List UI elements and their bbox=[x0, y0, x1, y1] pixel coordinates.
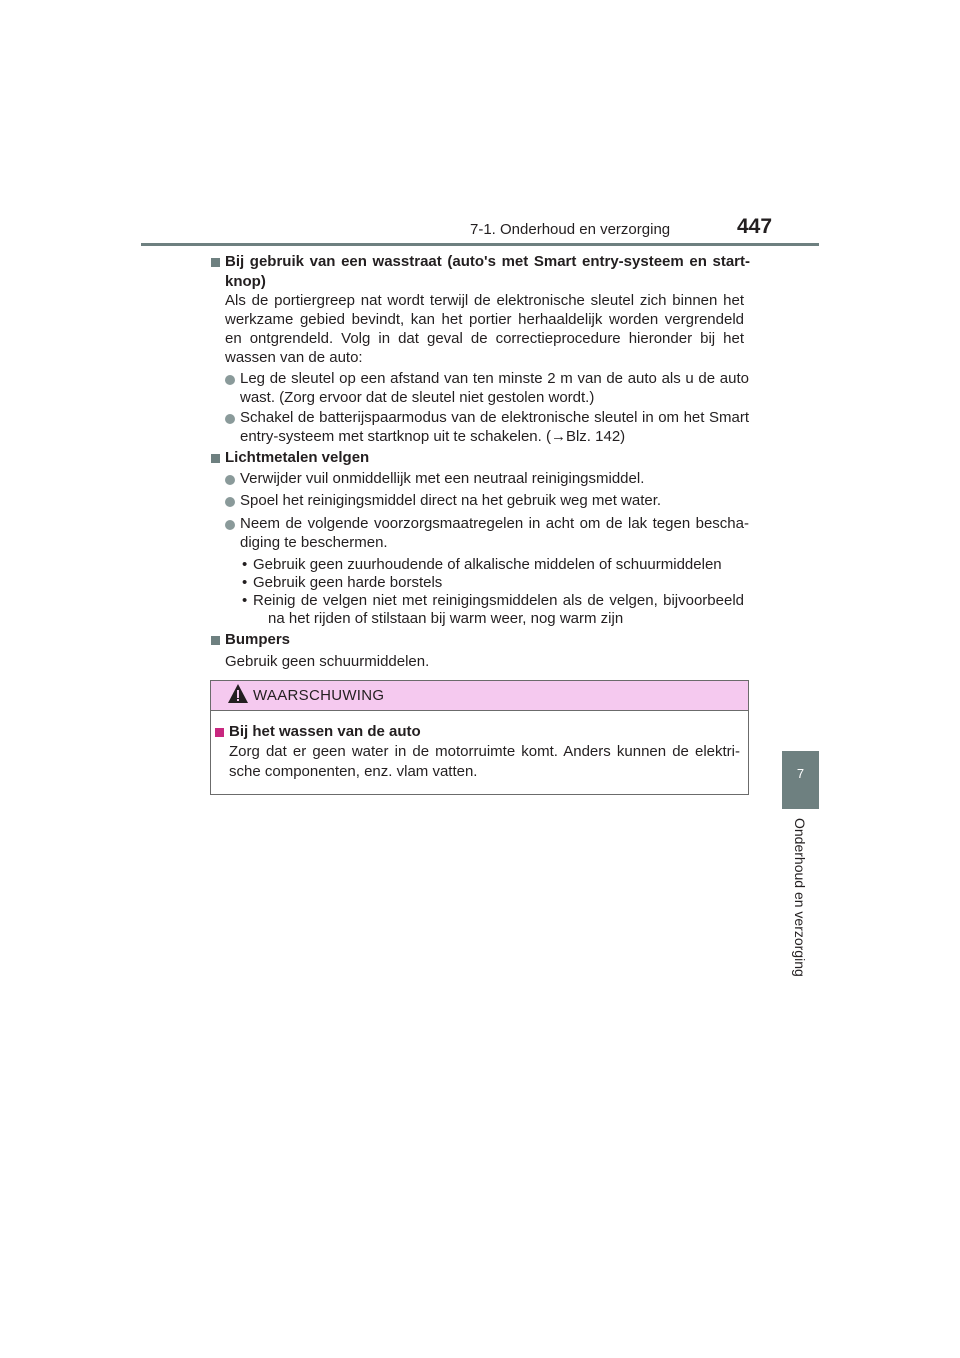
section-square-icon bbox=[211, 454, 220, 463]
section-heading-wasstraat-cont: knop) bbox=[225, 273, 266, 290]
sub-bullet-mark: • bbox=[242, 574, 248, 591]
warning-square-icon bbox=[215, 728, 224, 737]
bullet-line: entry-systeem met startknop uit te schakelen. (→Blz. 142) bbox=[240, 428, 626, 445]
sub-bullet-line: Gebruik geen harde borstels bbox=[253, 574, 443, 591]
warning-title: WAARSCHUWING bbox=[253, 687, 385, 704]
bullet-dot-icon bbox=[225, 497, 235, 507]
section-square-icon bbox=[211, 258, 220, 267]
sub-bullet-mark: • bbox=[242, 556, 248, 573]
bullet-dot-icon bbox=[225, 414, 235, 424]
header-rule bbox=[141, 243, 819, 246]
bullet-line: Spoel het reinigingsmiddel direct na het gebruik weg met water. bbox=[240, 492, 662, 509]
paragraph-line: Gebruik geen schuurmiddelen. bbox=[225, 653, 430, 670]
chapter-tab-number: 7 bbox=[796, 766, 805, 781]
bullet-dot-icon bbox=[225, 475, 235, 485]
bullet-line: Leg de sleutel op een afstand van ten minste 2 m van de auto als u de auto bbox=[240, 370, 749, 387]
sub-bullet-line: na het rijden of stilstaan bij warm weer, nog warm zijn bbox=[268, 610, 624, 627]
paragraph-line: Als de portiergreep nat wordt terwijl de elektronische sleutel zich binnen het bbox=[225, 292, 744, 309]
chapter-tab-label: Onderhoud en verzorging bbox=[792, 818, 808, 977]
paragraph-line: en ontgrendeld. Volg in dat geval de correctieprocedure hieronder bij het bbox=[225, 330, 744, 347]
running-header-section: 7-1. Onderhoud en verzorging bbox=[470, 221, 671, 238]
paragraph-line: werkzame gebied bevindt, kan het portier herhaaldelijk worden vergrendeld bbox=[225, 311, 744, 328]
warning-triangle-icon bbox=[227, 683, 249, 705]
section-heading-velgen: Lichtmetalen velgen bbox=[225, 449, 370, 466]
section-square-icon bbox=[211, 636, 220, 645]
page-number: 447 bbox=[737, 215, 773, 238]
bullet-dot-icon bbox=[225, 520, 235, 530]
bullet-line: Verwijder vuil onmiddellijk met een neutraal reinigingsmiddel. bbox=[240, 470, 645, 487]
sub-bullet-line: Gebruik geen zuurhoudende of alkalische middelen of schuurmiddelen bbox=[253, 556, 722, 573]
warning-heading: Bij het wassen van de auto bbox=[229, 723, 421, 740]
bullet-dot-icon bbox=[225, 375, 235, 385]
bullet-line: Neem de volgende voorzorgsmaatregelen in acht om de lak tegen bescha- bbox=[240, 515, 749, 532]
section-heading-bumpers: Bumpers bbox=[225, 631, 291, 648]
sub-bullet-mark: • bbox=[242, 592, 248, 609]
paragraph-line: wassen van de auto: bbox=[225, 349, 363, 366]
bullet-line: diging te beschermen. bbox=[240, 534, 388, 551]
warning-text-line: sche componenten, enz. vlam vatten. bbox=[229, 763, 478, 780]
bullet-line: wast. (Zorg ervoor dat de sleutel niet gestolen wordt.) bbox=[240, 389, 595, 406]
section-heading-wasstraat: Bij gebruik van een wasstraat (auto's met Smart entry-systeem en start- bbox=[225, 253, 750, 270]
warning-text-line: Zorg dat er geen water in de motorruimte komt. Anders kunnen de elektri- bbox=[229, 743, 740, 760]
sub-bullet-line: Reinig de velgen niet met reinigingsmiddelen als de velgen, bijvoorbeeld bbox=[253, 592, 744, 609]
bullet-line: Schakel de batterijspaarmodus van de elektronische sleutel in om het Smart bbox=[240, 409, 749, 426]
